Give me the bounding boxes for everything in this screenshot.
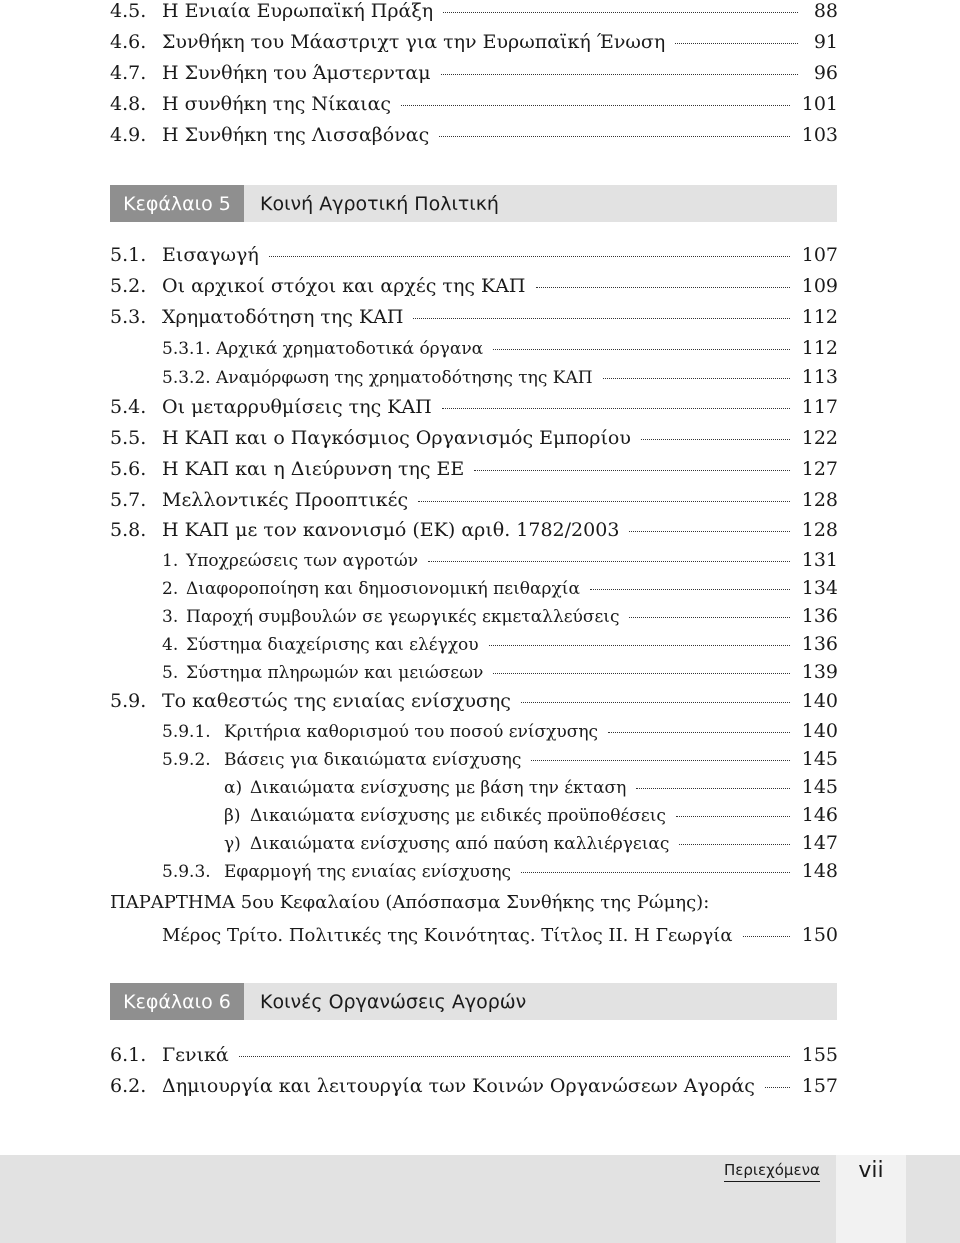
dot-leader (443, 12, 798, 13)
entry-page: 139 (801, 661, 838, 683)
entry-page: 128 (801, 519, 838, 541)
entry-number: 5.7. (110, 489, 147, 511)
entry-title: Σύστημα διαχείρισης και ελέγχου (186, 635, 479, 655)
entry-page: 140 (801, 720, 838, 742)
dot-leader (521, 702, 790, 703)
entry-title: Η ΚΑΠ και ο Παγκόσμιος Οργανισμός Εμπορίου (162, 427, 631, 449)
entry-page: 101 (801, 93, 838, 115)
entry-page: 147 (801, 832, 838, 854)
dot-leader (428, 561, 790, 562)
dot-leader (489, 645, 790, 646)
dot-leader (608, 732, 790, 733)
entry-title: Διαφοροποίηση και δημοσιονομική πειθαρχία (186, 579, 580, 599)
toc-entry[interactable] (0, 275, 838, 297)
entry-page: 112 (801, 337, 838, 359)
entry-page: 136 (801, 633, 838, 655)
toc-subentry[interactable] (0, 577, 838, 599)
entry-number: 3. (162, 607, 179, 627)
dot-leader (418, 501, 790, 502)
toc-subentry[interactable] (0, 661, 838, 683)
entry-page: 150 (801, 924, 838, 946)
entry-page: 88 (813, 0, 838, 22)
entry-title: Παροχή συμβουλών σε γεωργικές εκμεταλλεύσεις (186, 607, 620, 627)
entry-page: 122 (801, 427, 838, 449)
dot-leader (676, 816, 790, 817)
entry-page: 146 (801, 804, 838, 826)
entry-title: Η ΚΑΠ και η Διεύρυνση της ΕΕ (162, 458, 465, 480)
entry-title: Η ΚΑΠ με τον κανονισμό (ΕΚ) αριθ. 1782/2003 (162, 519, 620, 541)
dot-leader (493, 673, 789, 674)
entry-title: Βάσεις για δικαιώματα ενίσχυσης (224, 750, 522, 770)
dot-leader (413, 318, 789, 319)
toc-subentry[interactable] (0, 337, 838, 359)
entry-page: 113 (801, 366, 838, 388)
chapter-5-header[interactable] (110, 185, 837, 222)
entry-page: 157 (801, 1075, 838, 1097)
entry-page: 91 (813, 31, 838, 53)
toc-entry[interactable] (0, 489, 838, 511)
footer-section-label: Περιεχόμενα (724, 1161, 820, 1182)
entry-number: 5.9.1. (162, 722, 211, 742)
entry-page: 155 (801, 1044, 838, 1066)
dot-leader (743, 936, 790, 937)
dot-leader (401, 105, 790, 106)
chapter-5-title: Κοινή Αγροτική Πολιτική (260, 192, 499, 215)
appendix-entry[interactable] (0, 924, 838, 946)
dot-leader (679, 844, 789, 845)
toc-entry[interactable] (0, 124, 838, 146)
toc-subentry[interactable] (0, 720, 838, 742)
entry-title: Κριτήρια καθορισμού του ποσού ενίσχυσης (224, 722, 599, 742)
dot-leader (603, 378, 790, 379)
entry-title: Μελλοντικές Προοπτικές (162, 489, 409, 511)
toc-entry[interactable] (0, 690, 838, 712)
entry-number: 4.7. (110, 62, 147, 84)
toc-entry[interactable] (0, 306, 838, 328)
entry-title: Συνθήκη του Μάαστριχτ για την Ευρωπαϊκή Ένωση (162, 31, 666, 53)
dot-leader (239, 1056, 790, 1057)
entry-page: 127 (801, 458, 838, 480)
entry-title: Γενικά (162, 1044, 229, 1066)
entry-title: Δικαιώματα ενίσχυσης με ειδικές προϋποθέσεις (250, 806, 666, 826)
entry-page: 103 (801, 124, 838, 146)
entry-number: α) (224, 778, 243, 798)
entry-number: 6.2. (110, 1075, 147, 1097)
entry-number: 5.9.3. (162, 862, 211, 882)
chapter-5-label: Κεφάλαιο 5 (110, 185, 244, 222)
dot-leader (474, 470, 789, 471)
toc-subentry[interactable] (0, 366, 838, 388)
entry-number: 5.2. (110, 275, 147, 297)
entry-number: 5.5. (110, 427, 147, 449)
toc-entry[interactable] (0, 93, 838, 115)
entry-number: 5.6. (110, 458, 147, 480)
entry-number: 2. (162, 579, 179, 599)
entry-page: 145 (801, 776, 838, 798)
entry-number: 5.1. (110, 244, 147, 266)
toc-subentry[interactable] (0, 633, 838, 655)
dot-leader (531, 760, 789, 761)
toc-entry[interactable] (0, 244, 838, 266)
entry-title: Αρχικά χρηματοδοτικά όργανα (216, 339, 484, 359)
toc-entry[interactable] (0, 0, 838, 22)
entry-page: 148 (801, 860, 838, 882)
entry-number: 5. (162, 663, 179, 683)
chapter-6-label: Κεφάλαιο 6 (110, 983, 244, 1020)
dot-leader (536, 287, 790, 288)
footer-page-number: vii (858, 1158, 884, 1183)
dot-leader (493, 349, 790, 350)
entry-page: 117 (801, 396, 838, 418)
toc-entry[interactable] (0, 62, 838, 84)
entry-page: 134 (801, 577, 838, 599)
toc-subentry[interactable] (0, 860, 838, 882)
toc-subentry[interactable] (0, 804, 838, 826)
chapter-6-header[interactable] (110, 983, 837, 1020)
entry-page: 107 (801, 244, 838, 266)
entry-number: 5.9.2. (162, 750, 211, 770)
toc-subentry[interactable] (0, 549, 838, 571)
entry-title: Οι αρχικοί στόχοι και αρχές της ΚΑΠ (162, 275, 526, 297)
entry-page: 112 (801, 306, 838, 328)
dot-leader (269, 256, 790, 257)
entry-number: 5.8. (110, 519, 147, 541)
dot-leader (521, 872, 790, 873)
entry-number: 5.3.2. (162, 368, 211, 388)
toc-subentry[interactable] (0, 776, 838, 798)
entry-title: Το καθεστώς της ενιαίας ενίσχυσης (162, 690, 511, 712)
dot-leader (629, 531, 789, 532)
entry-number: 4.5. (110, 0, 147, 22)
toc-subentry[interactable] (0, 832, 838, 854)
entry-number: 6.1. (110, 1044, 147, 1066)
dot-leader (765, 1087, 790, 1088)
entry-title: Μέρος Τρίτο. Πολιτικές της Κοινότητας. Τίτλος ΙΙ. Η Γεωργία (162, 925, 733, 946)
entry-number: 1. (162, 551, 179, 571)
entry-number: 5.3.1. (162, 339, 211, 359)
entry-title: Αναμόρφωση της χρηματοδότησης της ΚΑΠ (216, 368, 593, 388)
dot-leader (590, 589, 790, 590)
entry-number: 4.9. (110, 124, 147, 146)
dot-leader (641, 439, 790, 440)
entry-page: 128 (801, 489, 838, 511)
entry-number: γ) (224, 834, 241, 854)
entry-page: 131 (801, 549, 838, 571)
entry-title: Η Ενιαία Ευρωπαϊκή Πράξη (162, 0, 434, 22)
dot-leader (629, 617, 789, 618)
entry-title: Υποχρεώσεις των αγροτών (186, 551, 419, 571)
entry-title: Η Συνθήκη της Λισσαβόνας (162, 124, 430, 146)
entry-number: 4. (162, 635, 179, 655)
entry-title: Οι μεταρρυθμίσεις της ΚΑΠ (162, 396, 432, 418)
entry-number: β) (224, 806, 241, 826)
entry-title: Δικαιώματα ενίσχυσης από παύση καλλιέργειας (250, 834, 670, 854)
toc-entry[interactable] (0, 427, 838, 449)
toc-entry[interactable] (0, 31, 838, 53)
dot-leader (675, 43, 798, 44)
entry-title: Εφαρμογή της ενιαίας ενίσχυσης (224, 862, 512, 882)
entry-title: Η συνθήκη της Νίκαιας (162, 93, 392, 115)
entry-page: 140 (801, 690, 838, 712)
entry-page: 109 (801, 275, 838, 297)
toc-entry[interactable] (0, 1044, 838, 1066)
entry-page: 145 (801, 748, 838, 770)
toc-subentry[interactable] (0, 748, 838, 770)
entry-page: 96 (813, 62, 838, 84)
entry-number: 4.6. (110, 31, 147, 53)
entry-title: Δικαιώματα ενίσχυσης με βάση την έκταση (250, 778, 627, 798)
appendix-heading[interactable]: ΠΑΡΑΡΤΗΜΑ 5ου Κεφαλαίου (Απόσπασμα Συνθήκης της Ρώμης): (110, 892, 710, 913)
toc-entry[interactable] (0, 519, 838, 541)
entry-number: 5.9. (110, 690, 147, 712)
dot-leader (442, 408, 790, 409)
entry-title: Χρηματοδότηση της ΚΑΠ (162, 306, 404, 328)
entry-title: Εισαγωγή (162, 244, 259, 266)
chapter-6-title: Κοινές Οργανώσεις Αγορών (260, 990, 527, 1013)
dot-leader (439, 136, 790, 137)
entry-title: Δημιουργία και λειτουργία των Κοινών Οργανώσεων Αγοράς (162, 1075, 755, 1097)
entry-number: 5.4. (110, 396, 147, 418)
toc-entry[interactable] (0, 458, 838, 480)
toc-entry[interactable] (0, 396, 838, 418)
entry-title: Σύστημα πληρωμών και μειώσεων (186, 663, 484, 683)
entry-page: 136 (801, 605, 838, 627)
toc-entry[interactable] (0, 1075, 838, 1097)
dot-leader (441, 74, 798, 75)
entry-title: Η Συνθήκη του Άμστερνταμ (162, 62, 431, 84)
dot-leader (636, 788, 789, 789)
entry-number: 5.3. (110, 306, 147, 328)
toc-subentry[interactable] (0, 605, 838, 627)
entry-number: 4.8. (110, 93, 147, 115)
